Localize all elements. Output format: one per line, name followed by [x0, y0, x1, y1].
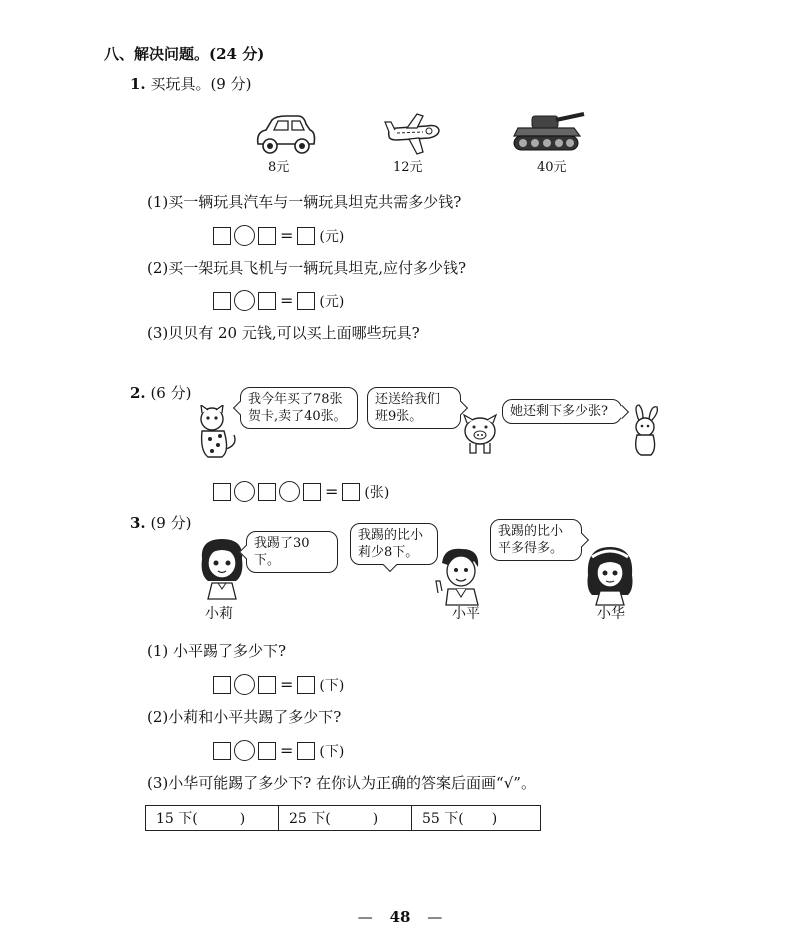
option-25[interactable]: 25 下( ) [279, 806, 412, 831]
result-box[interactable] [297, 227, 315, 245]
bubble-text: 莉少8下。 [358, 545, 419, 560]
unit-label: (下) [319, 743, 345, 760]
unit-label: (张) [364, 484, 390, 501]
tank-icon [510, 108, 588, 158]
rabbit-icon [627, 403, 663, 457]
toy-airplane-price: 12元 [393, 160, 423, 175]
toy-tank [510, 108, 588, 158]
speech-bubble-rabbit [502, 399, 622, 424]
toy-car [250, 112, 320, 162]
question-2-title [130, 383, 191, 403]
answer-box[interactable] [258, 227, 276, 245]
q1-sub3: (3)贝贝有 20 元钱,可以买上面哪些玩具? [147, 324, 420, 342]
equals-sign: = [325, 482, 339, 501]
q1-equation-2 [213, 290, 344, 311]
speech-bubble-pig [367, 387, 461, 429]
footer-dash: — [427, 908, 443, 926]
bubble-text: 我踢的比小 [358, 528, 424, 543]
unit-label: (下) [319, 677, 345, 694]
result-box[interactable] [342, 483, 360, 501]
result-box[interactable] [297, 676, 315, 694]
question-number: 2. [130, 384, 146, 402]
equals-sign: = [280, 291, 294, 310]
cat-icon [192, 405, 240, 461]
option-55[interactable]: 55 下( ) [412, 806, 541, 831]
speech-bubble-cat [240, 387, 358, 429]
operator-circle[interactable] [234, 481, 255, 502]
question-text: 买玩具。(9 分) [150, 75, 252, 93]
bubble-text: 她还剩下多少张? [510, 404, 608, 419]
bubble-text: 还送给我们 [375, 392, 441, 407]
operator-circle[interactable] [234, 674, 255, 695]
speech-bubble-xiaoli [246, 531, 338, 573]
unit-label: (元) [319, 228, 345, 245]
q2-illustration [192, 385, 639, 461]
unit-label: (元) [319, 293, 345, 310]
option-15[interactable]: 15 下( ) [146, 806, 279, 831]
equals-sign: = [280, 675, 294, 694]
speech-bubble-xiaoping [350, 523, 438, 565]
bubble-text: 平多得多。 [498, 541, 564, 556]
girl-xiaoli-icon [196, 535, 248, 601]
footer-dash: — [357, 908, 373, 926]
operator-circle[interactable] [234, 740, 255, 761]
toy-airplane [383, 110, 443, 158]
q3-illustration [196, 515, 646, 625]
answer-box[interactable] [213, 742, 231, 760]
bubble-text: 我踢的比小 [498, 524, 564, 539]
operator-circle[interactable] [234, 290, 255, 311]
q3-sub2: (2)小莉和小平共踢了多少下? [147, 708, 342, 726]
name-xiaoli: 小莉 [205, 606, 233, 622]
result-box[interactable] [297, 292, 315, 310]
girl-xiaohua-icon [584, 545, 636, 607]
answer-box[interactable] [258, 292, 276, 310]
toy-tank-price: 40元 [537, 160, 567, 175]
answer-box[interactable] [258, 742, 276, 760]
answer-box[interactable] [213, 483, 231, 501]
name-xiaoping: 小平 [452, 606, 480, 622]
operator-circle[interactable] [279, 481, 300, 502]
question-number: 1. [130, 75, 146, 93]
bubble-text: 班9张。 [375, 409, 423, 424]
question-text: (6 分) [150, 384, 192, 402]
section-title: 八、解决问题。(24 分) [104, 45, 265, 63]
answer-box[interactable] [258, 676, 276, 694]
question-1-title [130, 74, 251, 94]
answer-box[interactable] [213, 227, 231, 245]
page-footer [340, 908, 460, 926]
toy-car-price: 8元 [268, 160, 290, 175]
q1-sub1: (1)买一辆玩具汽车与一辆玩具坦克共需多少钱? [147, 193, 462, 211]
page-number: 48 [389, 908, 411, 926]
speech-bubble-xiaohua [490, 519, 582, 561]
answer-box[interactable] [213, 292, 231, 310]
equals-sign: = [280, 226, 294, 245]
car-icon [250, 112, 320, 156]
name-xiaohua: 小华 [597, 606, 625, 622]
q2-equation [213, 481, 389, 502]
q3-equation-1 [213, 674, 344, 695]
q3-sub3: (3)小华可能踢了多少下? 在你认为正确的答案后面画“√”。 [147, 774, 536, 792]
bubble-text: 贺卡,卖了40张。 [248, 409, 347, 424]
q1-equation-1 [213, 225, 344, 246]
q3-sub1: (1) 小平踢了多少下? [147, 642, 287, 660]
answer-box[interactable] [213, 676, 231, 694]
bubble-text: 我今年买了78张 [248, 392, 343, 407]
answer-box[interactable] [303, 483, 321, 501]
equals-sign: = [280, 741, 294, 760]
airplane-icon [383, 110, 443, 158]
answer-options-table [145, 805, 541, 831]
q3-equation-2 [213, 740, 344, 761]
boy-xiaoping-icon [430, 545, 486, 607]
pig-icon [460, 413, 500, 455]
question-3-title [130, 513, 191, 533]
question-text: (9 分) [150, 514, 192, 532]
answer-box[interactable] [258, 483, 276, 501]
result-box[interactable] [297, 742, 315, 760]
operator-circle[interactable] [234, 225, 255, 246]
bubble-text: 我踢了30下。 [254, 536, 310, 568]
q1-sub2: (2)买一架玩具飞机与一辆玩具坦克,应付多少钱? [147, 259, 467, 277]
question-number: 3. [130, 514, 146, 532]
